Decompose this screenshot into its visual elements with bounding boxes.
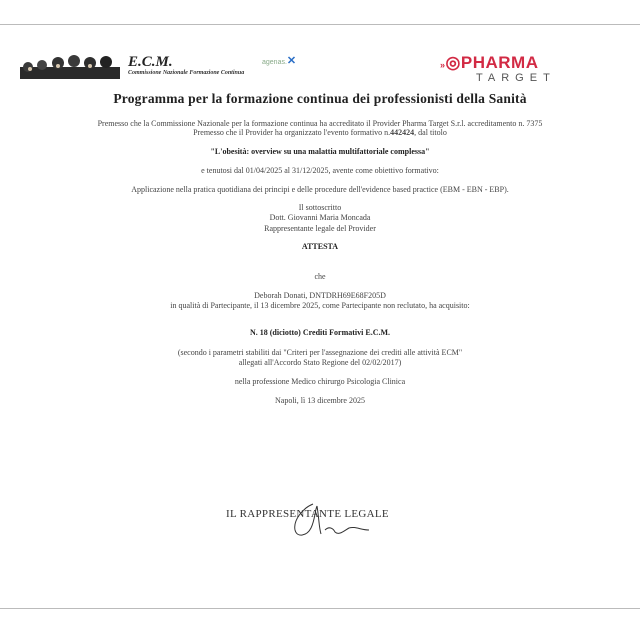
agenas-logo-text: agenas. — [262, 59, 287, 66]
objective: Applicazione nella pratica quotidiana dei principi e delle procedure dell'evidence based practice (EBM - EBN - EBP). — [131, 185, 509, 194]
premesso-provider: Premesso che la Commissione Nazionale per la formazione continua ha accreditato il Provider Pharma Target S.r.l. accreditamento n. 7375 — [97, 119, 543, 128]
premesso-event-suffix: , dal titolo — [414, 128, 447, 137]
signature-label: IL RAPPRESENTANTE LEGALE — [226, 508, 389, 520]
page-title: Programma per la formazione continua dei professionisti della Sanità — [113, 91, 527, 106]
criteria-line2: allegati all'Accordo Stato Regione del 02/02/2017) — [238, 358, 402, 367]
agenas-x-icon: ✕ — [286, 55, 297, 67]
ecm-logo-subtitle: Commissione Nazionale Formazione Continua — [128, 70, 245, 76]
bottom-rule — [0, 608, 640, 609]
attesta-heading: ATTESTA — [301, 242, 339, 251]
agenas-logo — [262, 54, 296, 67]
top-rule — [0, 24, 640, 25]
signer-role: Rappresentante legale del Provider — [264, 224, 376, 233]
event-number: 442424 — [390, 128, 415, 137]
pharma-logo-text: PHARMA — [460, 53, 539, 72]
profession: nella professione Medico chirurgo Psicologia Clinica — [234, 377, 406, 386]
ecm-logo — [128, 54, 244, 76]
signer-name: Dott. Giovanni Maria Moncada — [269, 213, 371, 222]
signature-image — [285, 500, 375, 545]
premesso-event-text: Premesso che il Provider ha organizzato l'evento formativo n. — [193, 128, 391, 137]
participant-name: Deborah Donati, DNTDRH69E68F205D — [254, 291, 386, 300]
che-text: che — [314, 272, 326, 281]
premesso-event — [0, 128, 640, 138]
credits: N. 18 (diciotto) Crediti Formativi E.C.M. — [249, 328, 391, 337]
ecm-logo-image — [20, 53, 120, 79]
chevron-icon: » — [440, 60, 446, 70]
event-period: e tenutosi dal 01/04/2025 al 31/12/2025, avente come obiettivo formativo: — [201, 166, 439, 175]
ecm-logo-title: E.C.M. — [128, 54, 173, 70]
signer-intro: Il sottoscritto — [298, 203, 342, 212]
pharma-target-logo — [440, 55, 556, 84]
target-logo-text: TARGET — [476, 72, 556, 84]
participation-text: in qualità di Partecipante, il 13 dicembre 2025, come Partecipante non reclutato, ha acquisito: — [170, 301, 470, 310]
target-icon: ◎ — [445, 53, 461, 72]
place-date: Napoli, lì 13 dicembre 2025 — [275, 396, 365, 405]
event-title: "L'obesità: overview su una malattia multifattoriale complessa" — [210, 147, 430, 156]
criteria-line1: (secondo i parametri stabiliti dai "Criteri per l'assegnazione dei crediti alle attività ECM" — [177, 348, 463, 357]
